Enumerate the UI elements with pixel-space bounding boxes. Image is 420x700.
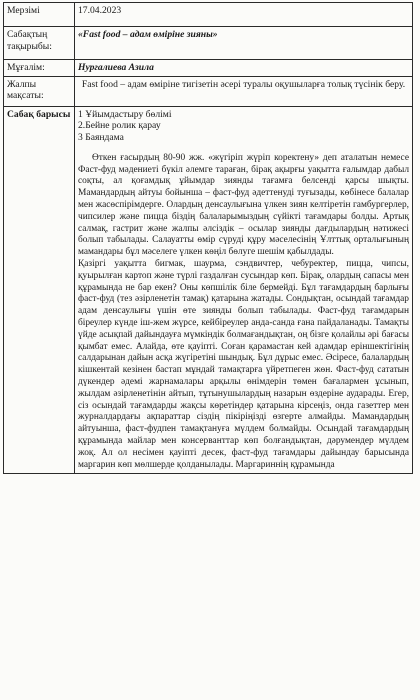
topic-row bbox=[4, 27, 413, 60]
date-row bbox=[4, 3, 413, 27]
goal-row bbox=[4, 76, 413, 106]
step-item: 2.Бейне ролик қарау bbox=[78, 120, 161, 132]
lesson-plan-table bbox=[3, 2, 413, 474]
topic-label: Сабақтың тақырыбы: bbox=[4, 27, 75, 60]
step-item: 3 Баяндама bbox=[78, 132, 124, 144]
lesson-content bbox=[75, 106, 413, 474]
paragraph: Өткен ғасырдың 80-90 жж. «жүгіріп жүріп коректену» деп аталатын немесе Фаст-фуд мәдениеті бүкіл әлемге тараған, бірақ ақырғы уақытта ғалымдар дабыл соқты, ал қоғамдық ұйымдар зиянды тағамға белсенді қарсы шықты. Мамандардың айтуы бойынша – фаст-фуд әдеттенуді туғызады, көбінесе балалар мен жасөспірімдерге. Олардың денсаулығына үлкен зиян келтіретін гамбургерлер, чипсилер және пицца біздің балаларымыздың сүйікті тағамдары болды. Артық салмақ, гастрит және жалпы әлсіздік – осылар зиянды дағдылардың нәтижесі болып табылады. Салауатты өмір сүруді құру мәселесінің Ұлттық орталығының мамандары бұл мәселеге үлкен көңіл бөлуге шешім қабылдады. bbox=[78, 152, 409, 258]
report-text bbox=[78, 153, 409, 472]
date-value: 17.04.2023 bbox=[75, 3, 413, 27]
paragraph: Қазіргі уақытта бигмак, шаурма, сэндвичтер, чебуректер, пицца, чипсы, қуырылған картоп және түрлі газдалған сусындар көп. Бірақ, олардың сапасы мен құрамында не бар екен? Оны көпшілік біле бермейді. Бұл тағамдардың барлығы фаст-фуд (тез әзірленетін тамақ) қатарына жатады. Сондықтан, осындай тағамдар адам денсаулығы үшін өте зиянды болып табылады. Фаст-фуд тағамдарын біреулер күнде іш-жем жүрсе, кейбіреулер анда-санда ғана пайдаланады. Тамақты үйде асықпай дайындауға мүмкіндік болмағандықтан, оң бізге қолайлы әрі бағасы қымбат емес. Алайда, өте қауіпті. Соған қарамастан кей адамдар еріншектігінің салдарынан дайын асқа жүгіретіні шындық. Бұл дұрыс емес. Әсіресе, балалардың кішкентай кезінен бастап мұндай тамақтарға үйретпеген жөн. Фаст-фуд сататын дүкендер әдемі жарнамалары арқылы өнімдерін төмен бағалармен ұсынып, жылдам әзірленетінін айтып, тұтынушылардың назарын өздеріне аударады. Егер, сіз осындай тағамдарды жақсы көретіндер қатарына кірсеңіз, онда газеттер мен журналдардағы ақпараттар сіздің пікіріңізді өзгерте алмайды. Мамандардың айтуынша, фаст-фудпен тамақтануға мүлдем болмайды. Осындай тағамдардың құрамында майлар мен консерванттар көп болғандықтан, дәрумендер мүлдем жоқ. Ал ол несімен қауіпті десек, фаст-фуд тағамдары дайындау барысында маргарин көп мөлшерде қолданылады. Маргариннің құрамында bbox=[78, 258, 409, 470]
teacher-label: Мұғалім: bbox=[4, 60, 75, 77]
step-item: 1 Ұйымдастыру бөлімі bbox=[78, 108, 172, 120]
topic-value: «Fast food – адам өміріне зияны» bbox=[75, 27, 413, 60]
goal-label: Жалпы мақсаты: bbox=[4, 76, 75, 106]
lesson-label: Сабақ барысы bbox=[4, 106, 75, 474]
teacher-row bbox=[4, 60, 413, 77]
date-label: Мерзімі bbox=[4, 3, 75, 27]
teacher-value: Нургалиева Азила bbox=[75, 60, 413, 77]
lesson-steps bbox=[78, 109, 409, 144]
goal-value: Fast food – адам өміріне тигізетін әсері туралы оқушыларға толық түсінік беру. bbox=[75, 76, 413, 106]
lesson-row bbox=[4, 106, 413, 474]
